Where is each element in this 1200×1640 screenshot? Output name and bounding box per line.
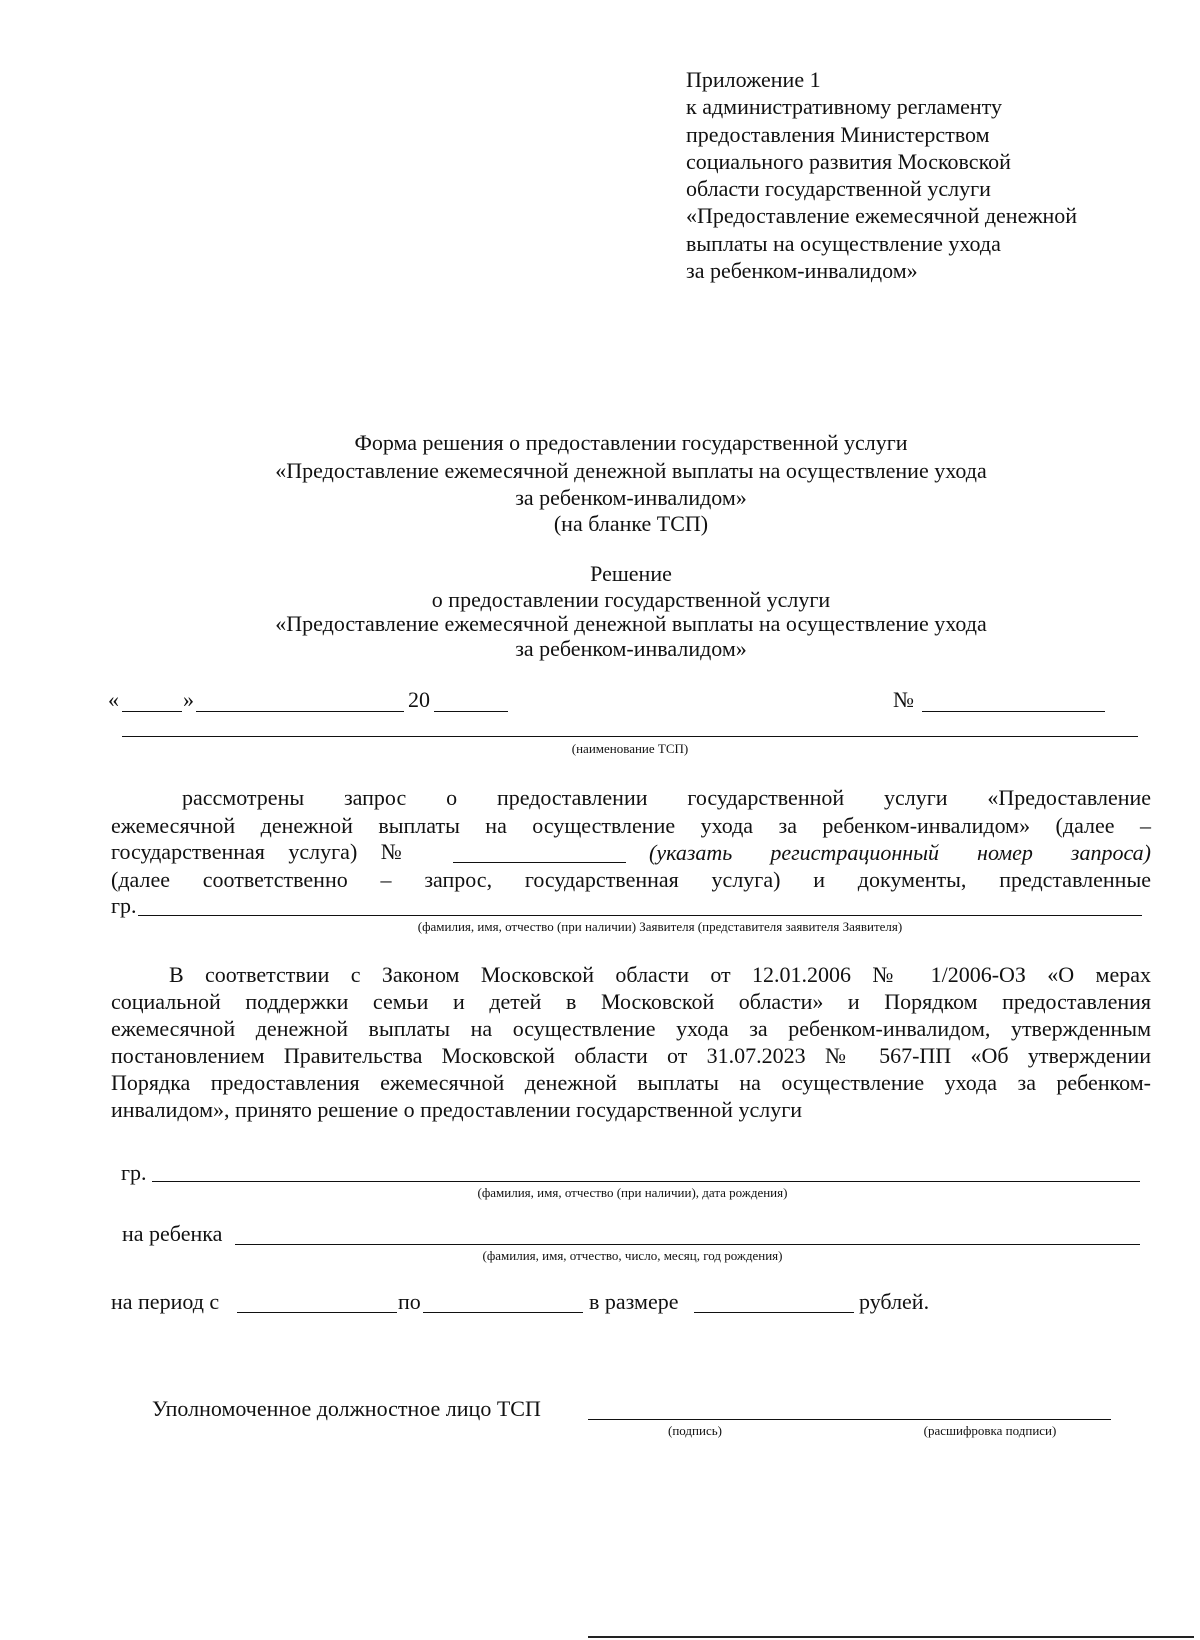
month-field[interactable] — [196, 711, 404, 712]
recipient-prefix: гр. — [121, 1160, 147, 1185]
paragraph-line-start — [111, 839, 402, 865]
year-prefix: 20 — [408, 687, 430, 712]
signature-decode-caption: (расшифровка подписи) — [923, 1423, 1057, 1438]
paragraph-line: Порядка предоставления ежемесячной денежной выплаты на осуществление ухода за ребенком- — [111, 1070, 1151, 1095]
child-name-field[interactable] — [235, 1244, 1140, 1245]
recipient-caption: (фамилия, имя, отчество (при наличии), дата рождения) — [477, 1185, 788, 1200]
period-end-field[interactable] — [423, 1312, 583, 1313]
signature-caption: (подпись) — [668, 1423, 722, 1438]
paragraph-line: ежемесячной денежной выплаты на осуществление ухода за ребенком-инвалидом» (далее – — [111, 813, 1151, 838]
page-bottom-rule — [588, 1636, 1194, 1638]
paragraph-line: инвалидом», принято решение о предоставлении государственной услуги — [111, 1097, 802, 1122]
form-title-line: Форма решения о предоставлении государственной услуги — [354, 430, 908, 455]
word: (указать — [649, 840, 733, 865]
word: услуги — [883, 785, 948, 810]
appendix-line: за ребенком-инвалидом» — [686, 258, 918, 284]
request-number-hint — [649, 839, 1151, 867]
word: услуга) — [288, 839, 358, 864]
appendix-line: предоставления Министерством — [686, 121, 990, 147]
form-title-line: «Предоставление ежемесячной денежной выплаты на осуществление ухода — [275, 458, 987, 483]
applicant-name-field[interactable] — [138, 915, 1142, 916]
number-sign: № — [893, 687, 914, 712]
year-field[interactable] — [434, 711, 508, 712]
close-quote: » — [183, 687, 194, 712]
word: запрос — [343, 785, 407, 810]
appendix-line: к административному регламенту — [686, 94, 1002, 120]
official-label: Уполномоченное должностное лицо ТСП — [152, 1396, 541, 1421]
word: запроса) — [1070, 840, 1152, 865]
amount-label: в размере — [589, 1289, 679, 1314]
citizen-prefix: гр. — [111, 893, 137, 918]
word: № — [380, 839, 402, 864]
appendix-line: выплаты на осуществление ухода — [686, 230, 1001, 256]
decision-number-field[interactable] — [922, 711, 1105, 712]
day-field[interactable] — [122, 711, 182, 712]
paragraph-line: постановлением Правительства Московской области от 31.07.2023 № 567-ПП «Об утверждении — [111, 1043, 1151, 1068]
word: предоставлении — [496, 785, 648, 810]
paragraph-line: В соответствии с Законом Московской области от 12.01.2006 № 1/2006-ОЗ «О мерах — [169, 962, 1151, 987]
word: номер — [977, 840, 1033, 865]
paragraph-line: ежемесячной денежной выплаты на осуществление ухода за ребенком-инвалидом, утвержденным — [111, 1016, 1151, 1041]
signature-field[interactable] — [588, 1419, 1111, 1420]
decision-title-line: за ребенком-инвалидом» — [515, 636, 747, 661]
word: государственной — [687, 785, 845, 810]
appendix-line: области государственной услуги — [686, 176, 991, 202]
word: государственная — [111, 839, 265, 864]
currency-label: рублей. — [859, 1289, 930, 1314]
appendix-line: Приложение 1 — [686, 67, 821, 92]
decision-title-line: «Предоставление ежемесячной денежной выплаты на осуществление ухода — [275, 611, 987, 636]
word: рассмотрены — [182, 785, 305, 810]
paragraph-line: социальной поддержки семьи и детей в Московской области» и Порядком предоставления — [111, 989, 1151, 1014]
appendix-line: «Предоставление ежемесячной денежной — [686, 203, 1078, 229]
paragraph-line: (далее соответственно – запрос, государственная услуга) и документы, представленные — [111, 867, 1151, 892]
child-caption: (фамилия, имя, отчество, число, месяц, год рождения) — [482, 1248, 783, 1263]
decision-title-line: о предоставлении государственной услуги — [431, 587, 831, 612]
period-start-field[interactable] — [237, 1312, 397, 1313]
appendix-line: социального развития Московской — [686, 148, 1011, 174]
paragraph-line — [182, 784, 1151, 812]
recipient-name-field[interactable] — [152, 1181, 1140, 1182]
form-title-line: за ребенком-инвалидом» — [515, 485, 747, 510]
applicant-caption: (фамилия, имя, отчество (при наличии) Заявителя (представителя заявителя Заявителя) — [417, 919, 903, 934]
word: регистрационный — [770, 840, 940, 865]
amount-field[interactable] — [694, 1312, 854, 1313]
tsp-name-field[interactable] — [122, 736, 1138, 737]
decision-title-line: Решение — [590, 561, 672, 586]
open-quote: « — [108, 687, 119, 712]
appendix-block — [686, 66, 1077, 284]
form-title-line: (на бланке ТСП) — [553, 511, 709, 536]
word: о — [446, 785, 458, 810]
request-number-field[interactable] — [453, 862, 626, 863]
word: «Предоставление — [987, 785, 1152, 810]
child-prefix: на ребенка — [122, 1221, 223, 1246]
tsp-caption: (наименование ТСП) — [571, 741, 689, 756]
period-from-label: на период с — [111, 1289, 220, 1314]
period-to-label: по — [398, 1289, 421, 1314]
